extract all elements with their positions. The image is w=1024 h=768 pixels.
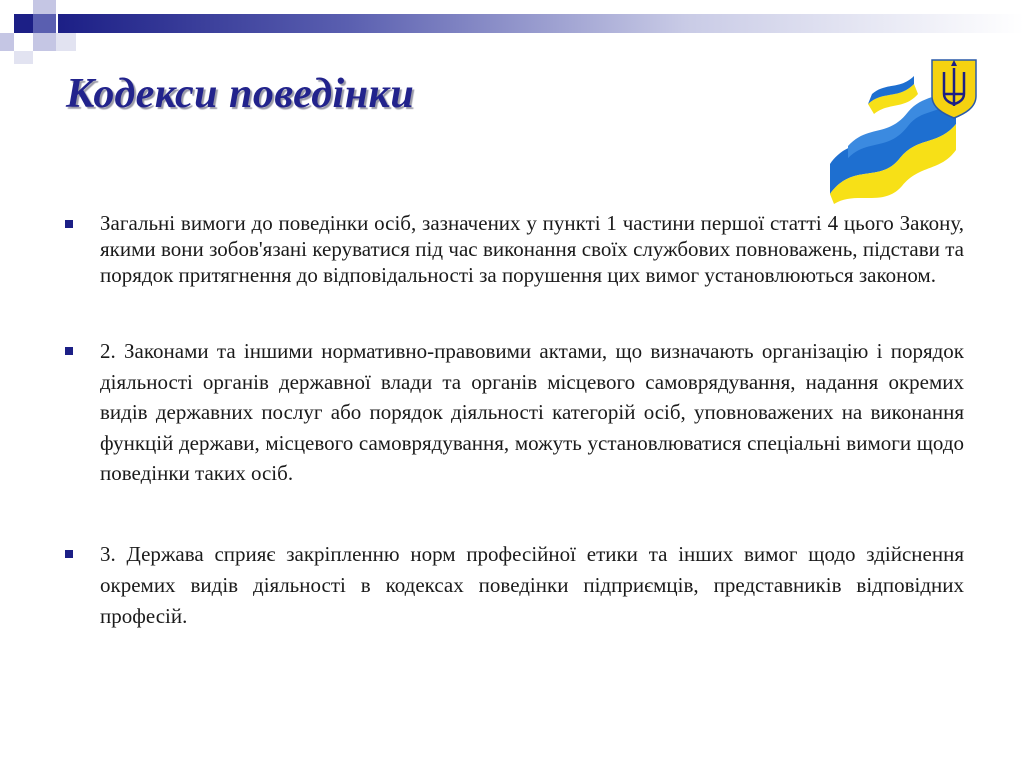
slide-content bbox=[60, 210, 964, 632]
bullet-item-3 bbox=[60, 539, 964, 632]
ukrainian-flag-trident-icon bbox=[828, 54, 984, 204]
bullet-square-icon bbox=[65, 550, 73, 558]
header-gradient-bar bbox=[58, 14, 1024, 33]
slide-title: Кодекси поведінки bbox=[66, 71, 415, 117]
bullet-text-1: Загальні вимоги до поведінки осіб, зазначених у пункті 1 частини першої статті 4 цього Закону, якими вони зобов'язані керуватися під час виконання своїх службових повноважень, підстави та порядок притягнення до відповідальності за порушення цих вимог установлюються законом. bbox=[100, 211, 964, 287]
bullet-text-3: 3. Держава сприяє закріпленню норм професійної етики та інших вимог щодо здійснення окремих видів діяльності в кодексах поведінки підприємців, представників відповідних професій. bbox=[100, 541, 964, 628]
bullet-item-2 bbox=[60, 336, 964, 489]
bullet-item-1 bbox=[60, 210, 964, 288]
bullet-square-icon bbox=[65, 220, 73, 228]
bullet-text-2: 2. Законами та іншими нормативно-правовими актами, що визначають організацію і порядок діяльності органів державної влади та органів місцевого самоврядування, надання окремих видів державних послуг або порядок діяльності категорій осіб, уповноважених на виконання функцій держави, місцевого самоврядування, можуть установлюватися спеціальні вимоги щодо поведінки таких осіб. bbox=[100, 339, 964, 485]
bullet-square-icon bbox=[65, 347, 73, 355]
